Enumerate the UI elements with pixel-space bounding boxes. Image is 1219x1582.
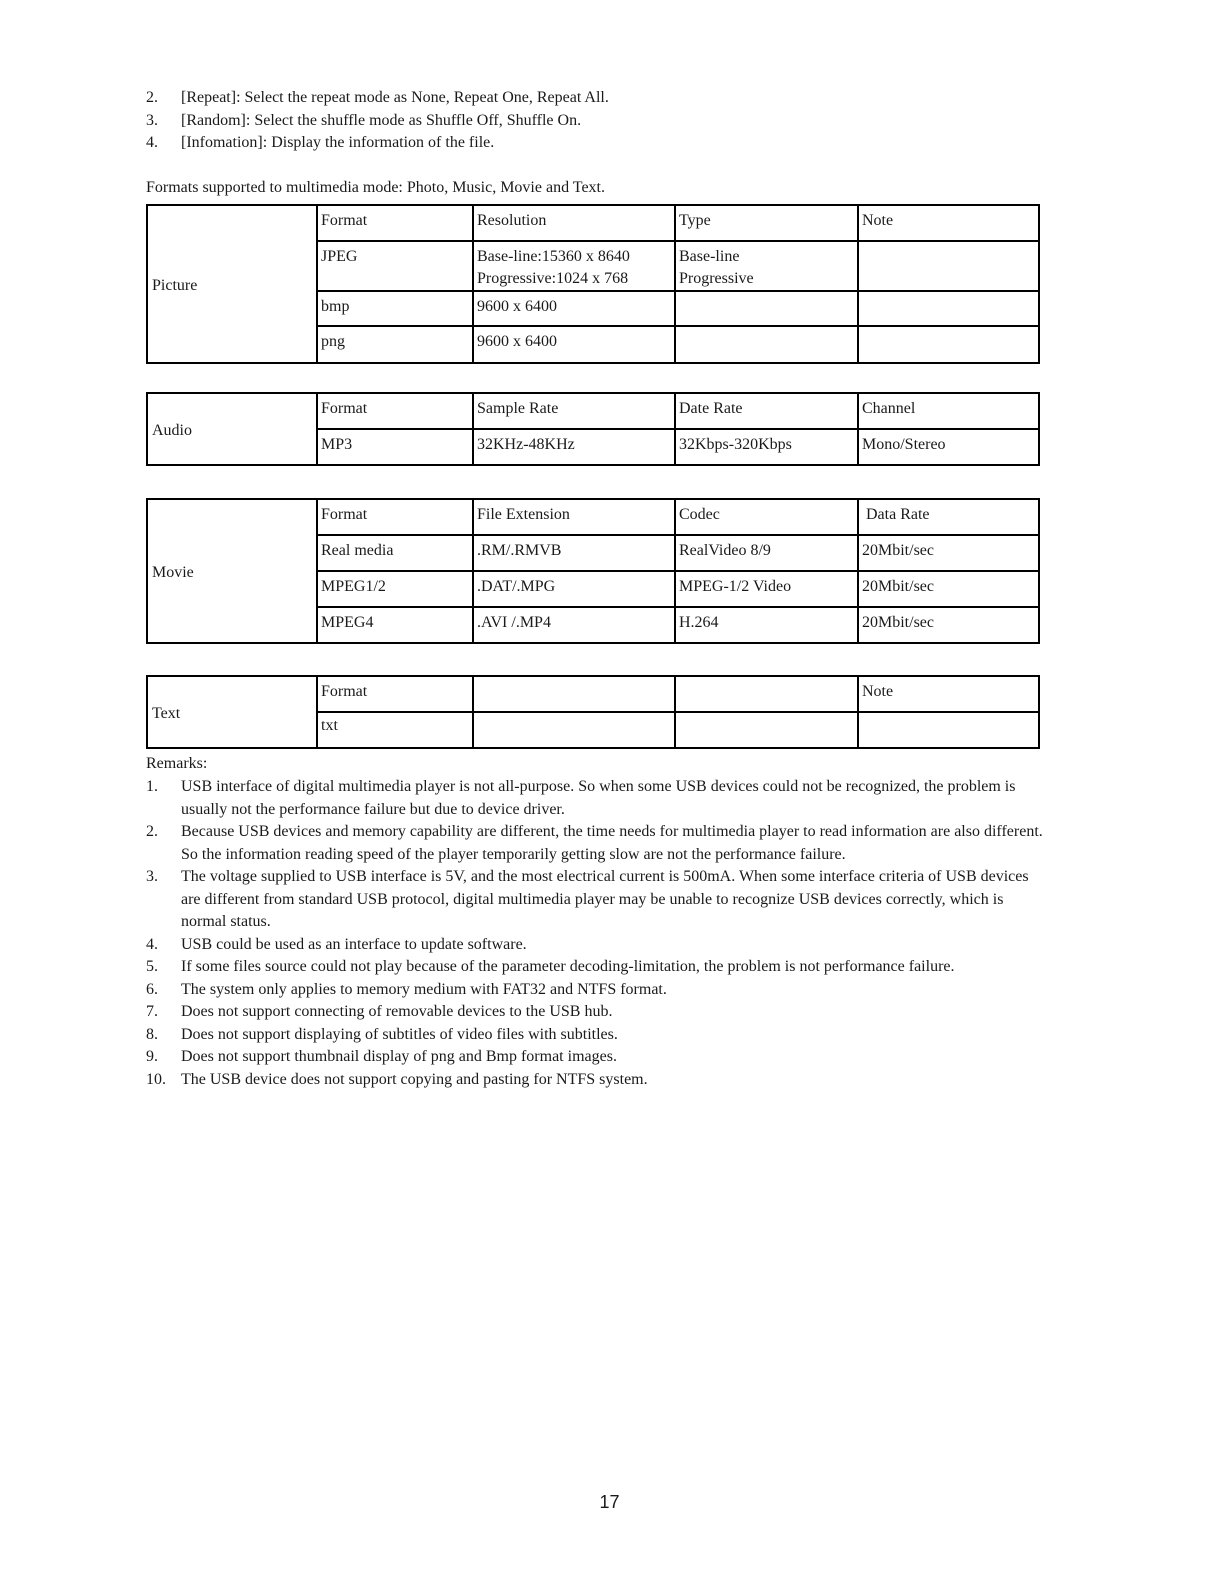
header-cell: Note [858, 205, 1039, 241]
list-item [146, 776, 1046, 821]
list-number: 2. [146, 89, 158, 106]
table-header-row [147, 393, 1039, 429]
text-format-table [146, 675, 1040, 749]
remarks-heading: Remarks: [146, 755, 208, 772]
header-cell: Format [317, 393, 473, 429]
category-cell: Movie [147, 499, 317, 643]
table-cell [675, 291, 858, 326]
header-cell: Codec [675, 499, 858, 535]
list-text: If some files source could not play because of the parameter decoding-limitation, the problem is not performance failure. [181, 958, 955, 975]
header-cell: Resolution [473, 205, 675, 241]
table-cell: 9600 x 6400 [473, 291, 675, 326]
list-item [146, 866, 1046, 934]
table-cell: RealVideo 8/9 [675, 535, 858, 571]
list-number: 9. [146, 1048, 158, 1065]
list-number: 3. [146, 111, 158, 129]
table-cell: png [317, 326, 473, 363]
list-item [146, 87, 609, 110]
header-cell: Note [858, 676, 1039, 712]
picture-format-table [146, 204, 1040, 364]
table-cell: MPEG1/2 [317, 571, 473, 607]
list-item [146, 934, 1046, 957]
header-cell: Format [317, 676, 473, 712]
list-text: The voltage supplied to USB interface is 5V, and the most electrical current is 500mA. When some interface criteria of USB devices are different from standard USB protocol, digital multimedia player may be unable to recognize USB devices correctly, which is normal status. [181, 868, 1029, 930]
list-text: USB could be used as an interface to update software. [181, 935, 527, 953]
header-cell [473, 676, 675, 712]
header-cell: Date Rate [675, 393, 858, 429]
list-text: [Random]: Select the shuffle mode as Shuffle Off, Shuffle On. [181, 111, 582, 129]
playback-options-list [146, 87, 609, 155]
cell-line: Progressive [679, 270, 754, 287]
list-text: [Repeat]: Select the repeat mode as None, Repeat One, Repeat All. [181, 89, 609, 106]
header-cell: Data Rate [858, 499, 1039, 535]
table-cell [858, 326, 1039, 363]
header-cell: Format [317, 499, 473, 535]
table-cell [858, 712, 1039, 748]
table-cell: MPEG4 [317, 607, 473, 643]
list-text: The system only applies to memory medium with FAT32 and NTFS format. [181, 980, 667, 998]
header-cell: Channel [858, 393, 1039, 429]
table-cell: 20Mbit/sec [858, 607, 1039, 643]
table-cell [473, 241, 675, 291]
header-cell: Format [317, 205, 473, 241]
page-number: 17 [599, 1492, 620, 1512]
table-cell [858, 291, 1039, 326]
movie-format-table [146, 498, 1040, 644]
list-number: 2. [146, 823, 158, 840]
list-item [146, 979, 1046, 1002]
header-cell [675, 676, 858, 712]
header-cell: Sample Rate [473, 393, 675, 429]
list-number: 5. [146, 958, 158, 975]
list-text: USB interface of digital multimedia player is not all-purpose. So when some USB devices could not be recognized, the problem is usually not the performance failure but due to device driver. [181, 778, 1016, 818]
list-number: 1. [146, 778, 158, 795]
category-cell: Audio [147, 393, 317, 465]
table-cell: bmp [317, 291, 473, 326]
audio-format-table [146, 392, 1040, 466]
cell-line: Progressive:1024 x 768 [477, 270, 629, 287]
remarks-list [146, 776, 1046, 1091]
table-cell: .RM/.RMVB [473, 535, 675, 571]
list-text: [Infomation]: Display the information of the file. [181, 134, 495, 151]
list-item [146, 1024, 1046, 1047]
table-cell: MPEG-1/2 Video [675, 571, 858, 607]
list-item [146, 1069, 1046, 1092]
list-number: 10. [146, 1070, 166, 1088]
table-cell [675, 712, 858, 748]
list-item [146, 110, 609, 133]
category-cell: Picture [147, 205, 317, 363]
table-header-row [147, 499, 1039, 535]
table-header-row [147, 205, 1039, 241]
header-cell: Type [675, 205, 858, 241]
list-number: 6. [146, 980, 158, 998]
table-cell: 32KHz-48KHz [473, 429, 675, 465]
list-text: The USB device does not support copying and pasting for NTFS system. [181, 1070, 648, 1088]
list-number: 4. [146, 935, 158, 953]
table-cell [858, 241, 1039, 291]
table-cell: .AVI /.MP4 [473, 607, 675, 643]
cell-line: Base-line:15360 x 8640 [477, 248, 630, 265]
list-text: Does not support thumbnail display of png and Bmp format images. [181, 1048, 617, 1065]
list-text: Does not support displaying of subtitles of video files with subtitles. [181, 1025, 618, 1043]
list-item [146, 132, 609, 155]
list-item [146, 1046, 1046, 1069]
header-cell: File Extension [473, 499, 675, 535]
table-cell: .DAT/.MPG [473, 571, 675, 607]
table-cell: txt [317, 712, 473, 748]
list-number: 4. [146, 134, 158, 151]
table-cell: 32Kbps-320Kbps [675, 429, 858, 465]
table-cell: JPEG [317, 241, 473, 291]
list-item [146, 956, 1046, 979]
table-cell: MP3 [317, 429, 473, 465]
list-text: Because USB devices and memory capability are different, the time needs for multimedia player to read information are also different. So the information reading speed of the player temporarily getting slow are not the performance failure. [181, 823, 1043, 863]
table-cell: H.264 [675, 607, 858, 643]
list-number: 8. [146, 1025, 158, 1043]
table-cell [675, 326, 858, 363]
table-cell: 9600 x 6400 [473, 326, 675, 363]
cell-line: Base-line [679, 248, 740, 265]
list-item [146, 821, 1046, 866]
table-cell: 20Mbit/sec [858, 571, 1039, 607]
table-cell: Mono/Stereo [858, 429, 1039, 465]
list-number: 7. [146, 1003, 158, 1020]
list-item [146, 1001, 1046, 1024]
list-number: 3. [146, 868, 158, 885]
table-cell [473, 712, 675, 748]
formats-intro: Formats supported to multimedia mode: Photo, Music, Movie and Text. [146, 179, 605, 196]
table-cell [675, 241, 858, 291]
table-header-row [147, 676, 1039, 712]
list-text: Does not support connecting of removable devices to the USB hub. [181, 1003, 613, 1020]
table-cell: 20Mbit/sec [858, 535, 1039, 571]
category-cell: Text [147, 676, 317, 748]
table-cell: Real media [317, 535, 473, 571]
